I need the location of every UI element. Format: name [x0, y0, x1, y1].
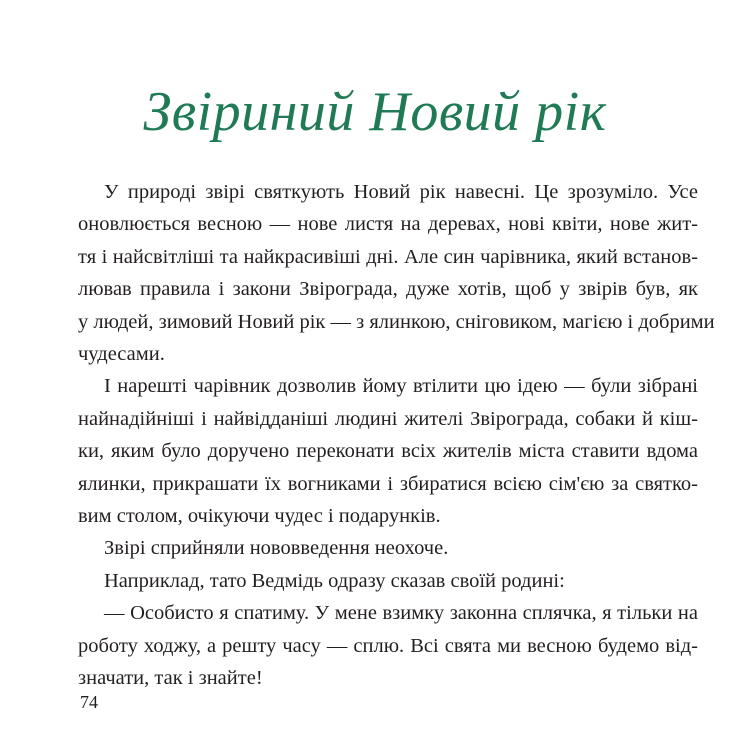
text-line: значати, так і знайте! — [78, 667, 263, 690]
text-line: Звірі сприйняли нововведення неохоче. — [104, 537, 449, 560]
text-line: Наприклад, тато Ведмідь одразу сказав своїй родині: — [104, 569, 565, 592]
chapter-body — [78, 176, 715, 695]
chapter-title: Звіриний Новий рік — [143, 81, 607, 143]
text-line: чудесами. — [78, 343, 165, 366]
text-line: роботу ходжу, а решту часу — сплю. Всі свята ми весною будемо від- — [78, 634, 698, 657]
text-line: у людей, зимовий Новий рік — з ялинкою, сніговиком, магією і добрими — [78, 310, 715, 333]
page-number: 74 — [80, 692, 98, 712]
text-line: І нарешті чарівник дозволив йому втілити цю ідею — були зібрані — [104, 375, 698, 398]
text-line: — Особисто я спатиму. У мене взимку законна сплячка, я тільки на — [104, 602, 698, 625]
text-line: лював правила і закони Звірограда, дуже хотів, щоб у звірів був, як — [78, 278, 698, 301]
text-line: ялинки, прикрашати їх вогниками і збиратися всією сім'єю за святко- — [78, 472, 698, 495]
text-line: вим столом, очікуючи чудес і подарунків. — [78, 505, 441, 528]
text-line: тя і найсвітліші та найкрасивіші дні. Але син чарівника, який встанов- — [78, 245, 698, 268]
text-line: ки, яким було доручено переконати всіх жителів міста ставити вдома — [78, 440, 698, 463]
text-line: найнадійніші і найвідданіші людині жителі Звірограда, собаки й кіш- — [78, 407, 698, 430]
text-line: У природі звірі святкують Новий рік навесні. Це зрозуміло. Усе — [104, 181, 698, 203]
text-line: оновлюється весною — нове листя на деревах, нові квіти, нове жит- — [78, 213, 698, 236]
